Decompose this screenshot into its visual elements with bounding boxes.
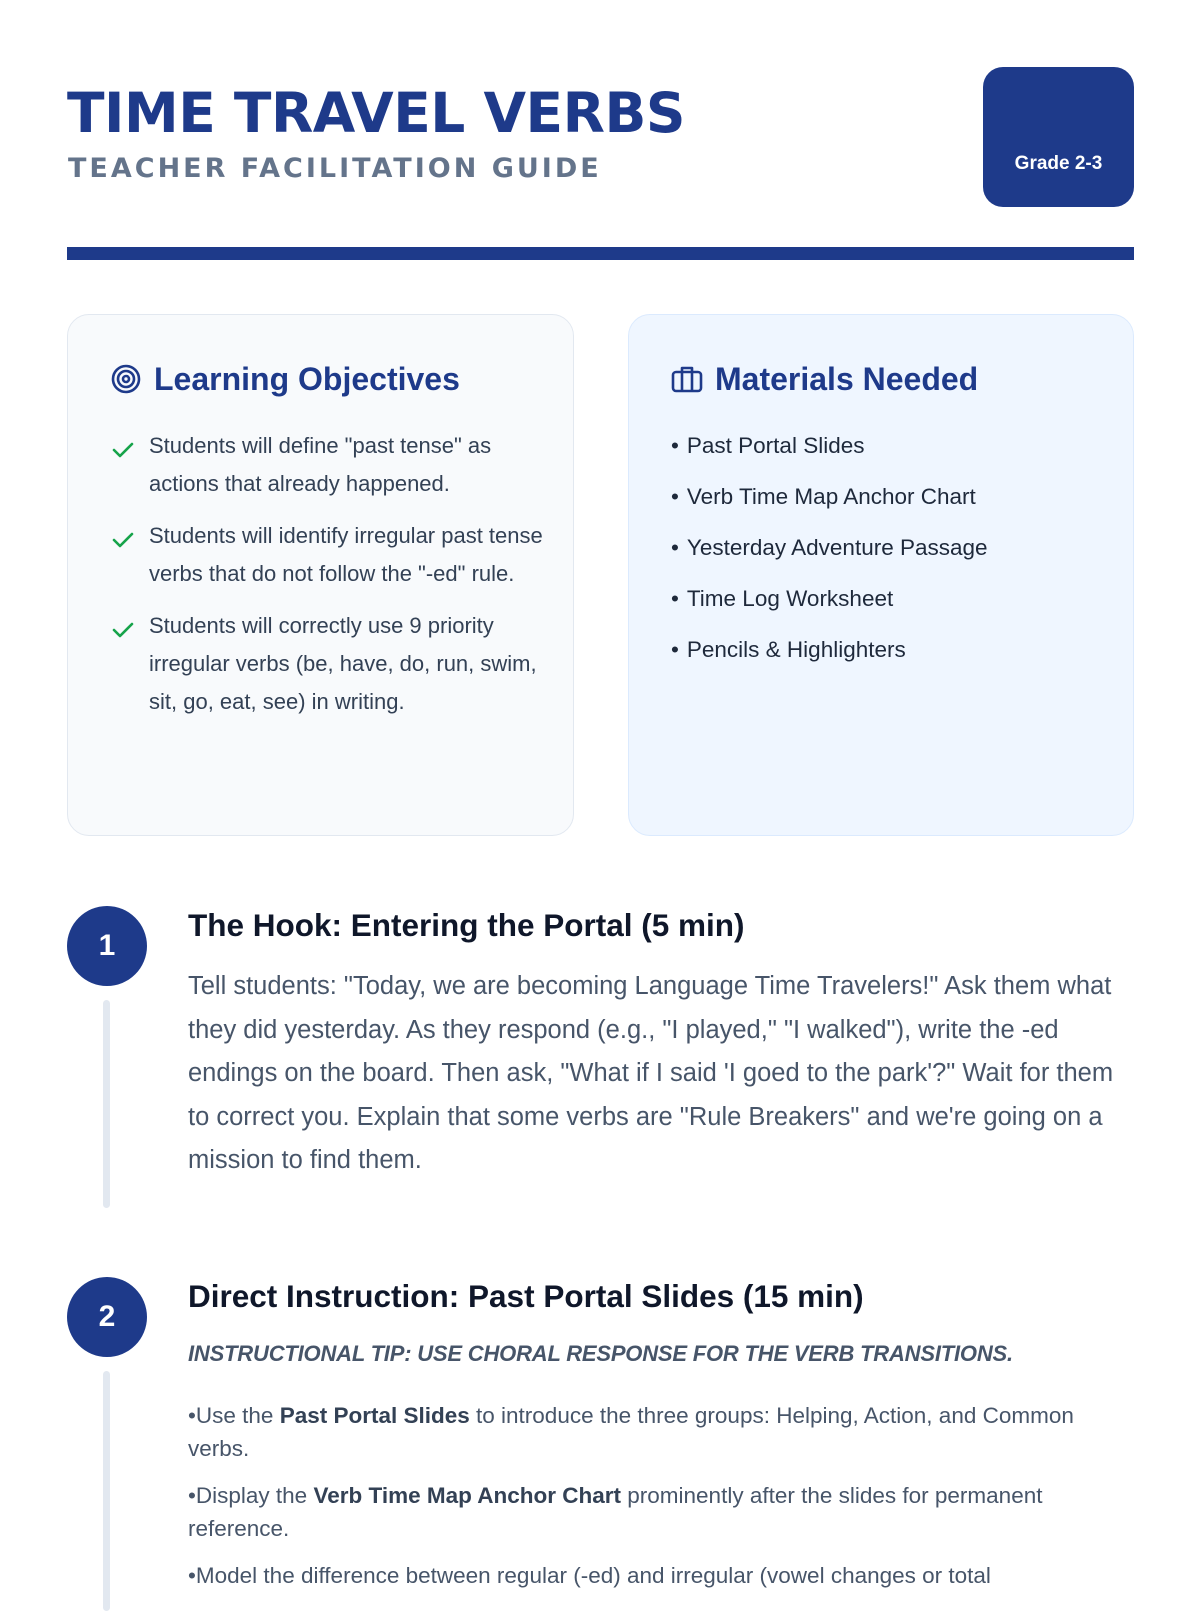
objective-text: Students will define "past tense" as actions that already happened. [149, 433, 492, 496]
step-title: Direct Instruction: Past Portal Slides (15 min) [188, 1278, 864, 1314]
instruction-bullet [188, 1559, 1118, 1592]
material-item: • Yesterday Adventure Passage [671, 529, 1101, 567]
bullet-text: prominently after the slides for permanent reference. [188, 1483, 1043, 1541]
objective-item [110, 427, 550, 503]
objectives-list [110, 427, 550, 735]
materials-card [628, 314, 1134, 836]
material-item: • Time Log Worksheet [671, 580, 1101, 618]
check-icon [112, 613, 134, 651]
target-icon [110, 363, 142, 395]
material-item: • Verb Time Map Anchor Chart [671, 478, 1101, 516]
instructional-tip: INSTRUCTIONAL TIP: USE CHORAL RESPONSE FOR THE VERB TRANSITIONS. [188, 1341, 1013, 1366]
material-item: • Pencils & Highlighters [671, 631, 1101, 669]
materials-title: Materials Needed [715, 360, 979, 397]
check-icon [112, 433, 134, 471]
bullet-text: to introduce the three groups: Helping, Action, and Common verbs. [188, 1403, 1074, 1461]
objective-item [110, 517, 550, 593]
objectives-title: Learning Objectives [154, 360, 460, 397]
grade-badge-label: Grade 2-3 [1014, 153, 1103, 174]
grade-badge [983, 67, 1134, 207]
materials-list [671, 427, 1101, 682]
instruction-bullet [188, 1479, 1118, 1545]
materials-header [671, 359, 978, 399]
step-connector-line [103, 1371, 110, 1611]
header-divider [67, 247, 1134, 260]
material-reference: Past Portal Slides [279, 1403, 470, 1428]
objective-text: Students will identify irregular past tense verbs that do not follow the "-ed" rule. [149, 523, 543, 586]
step-number-badge: 2 [67, 1277, 147, 1357]
step-number-badge: 1 [67, 906, 147, 986]
bullet-text: Model the difference between regular (-ed) and irregular (vowel changes or total [195, 1563, 991, 1588]
step-connector-line [103, 1000, 110, 1208]
step-body: Tell students: "Today, we are becoming Language Time Travelers!" Ask them what they did yesterday. As they respond (e.g., "I played," "I walked"), write the -ed endings on the board. Then ask, "What if I said 'I goed to the park'?" Wait for them to correct you. Explain that some verbs are "Rule Breakers" and we're going on a mission to find them. [188, 972, 1114, 1174]
objectives-header [110, 359, 460, 399]
objective-text: Students will correctly use 9 priority irregular verbs (be, have, do, run, swim, sit, go, eat, see) in writing. [149, 613, 537, 714]
material-reference: Verb Time Map Anchor Chart [313, 1483, 622, 1508]
bullet-text: Use the [195, 1403, 280, 1428]
objective-item [110, 607, 550, 721]
material-item: • Past Portal Slides [671, 427, 1101, 465]
briefcase-icon [671, 364, 703, 394]
step-title: The Hook: Entering the Portal (5 min) [188, 907, 745, 943]
bullet-text: Display the [195, 1483, 314, 1508]
page-subtitle: TEACHER FACILITATION GUIDE [68, 153, 602, 184]
instruction-bullets [188, 1399, 1118, 1606]
page-title: TIME TRAVEL VERBS [67, 81, 685, 145]
check-icon [112, 523, 134, 561]
learning-objectives-card [67, 314, 574, 836]
instruction-bullet [188, 1399, 1118, 1465]
